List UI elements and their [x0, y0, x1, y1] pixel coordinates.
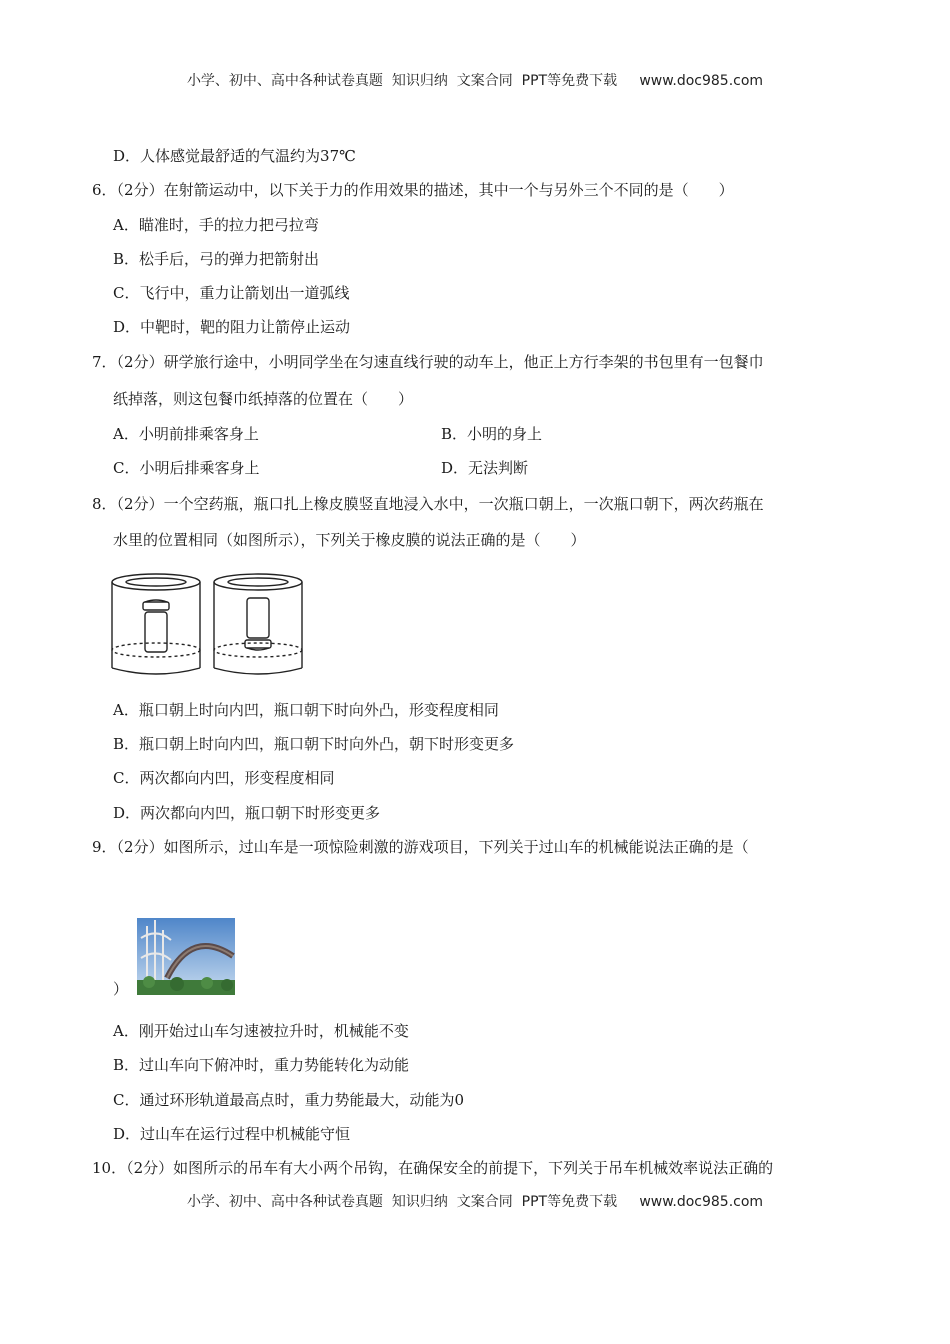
q9-option-c: C．通过环形轨道最高点时，重力势能最大，动能为0 [113, 1091, 465, 1109]
q7-option-d: D．无法判断 [441, 459, 529, 477]
q7-option-c: C．小明后排乘客身上 [113, 459, 260, 477]
q6-option-a: A．瞄准时，手的拉力把弓拉弯 [113, 216, 319, 234]
roller-coaster-photo [137, 918, 235, 995]
q6-option-b: B．松手后，弓的弹力把箭射出 [113, 250, 320, 268]
q6-option-c: C．飞行中，重力让箭划出一道弧线 [113, 284, 350, 302]
q9-stem-line1: 9．（2分）如图所示，过山车是一项惊险刺激的游戏项目，下列关于过山车的机械能说法正确的是（ [92, 838, 749, 856]
q5-option-d: D．人体感觉最舒适的气温约为37℃ [113, 147, 356, 165]
bottle-in-water-diagram [108, 568, 308, 676]
q8-option-d: D．两次都向内凹，瓶口朝下时形变更多 [113, 804, 381, 822]
q8-option-c: C．两次都向内凹，形变程度相同 [113, 769, 335, 787]
q7-stem-line1: 7．（2分）研学旅行途中，小明同学坐在匀速直线行驶的动车上，他正上方行李架的书包里有一包餐巾 [92, 353, 764, 371]
q7-option-b: B．小明的身上 [441, 425, 543, 443]
q8-stem-line2: 水里的位置相同（如图所示），下列关于橡皮膜的说法正确的是（ ） [113, 531, 586, 549]
q7-stem-line2: 纸掉落，则这包餐巾纸掉落的位置在（ ） [113, 390, 414, 408]
q10-stem-line1: 10．（2分）如图所示的吊车有大小两个吊钩，在确保安全的前提下，下列关于吊车机械效率说法正确的 [92, 1159, 774, 1177]
page-footer: 小学、初中、高中各种试卷真题 知识归纳 文案合同 PPT等免费下载 www.doc985.com [186, 1194, 764, 1210]
q9-stem-close: ） [113, 980, 129, 998]
page-header: 小学、初中、高中各种试卷真题 知识归纳 文案合同 PPT等免费下载 www.doc985.com [186, 73, 764, 89]
q7-option-a: A．小明前排乘客身上 [113, 425, 259, 443]
q6-option-d: D．中靶时，靶的阻力让箭停止运动 [113, 318, 351, 336]
q8-option-a: A．瓶口朝上时向内凹，瓶口朝下时向外凸，形变程度相同 [113, 701, 499, 719]
q8-stem-line1: 8．（2分）一个空药瓶，瓶口扎上橡皮膜竖直地浸入水中，一次瓶口朝上，一次瓶口朝下，两次药瓶在 [92, 495, 764, 513]
q9-option-b: B．过山车向下俯冲时，重力势能转化为动能 [113, 1056, 410, 1074]
q9-option-d: D．过山车在运行过程中机械能守恒 [113, 1125, 351, 1143]
q8-option-b: B．瓶口朝上时向内凹，瓶口朝下时向外凸，朝下时形变更多 [113, 735, 515, 753]
q6-stem: 6．（2分）在射箭运动中，以下关于力的作用效果的描述，其中一个与另外三个不同的是（ ） [92, 181, 734, 199]
q9-option-a: A．刚开始过山车匀速被拉升时，机械能不变 [113, 1022, 409, 1040]
